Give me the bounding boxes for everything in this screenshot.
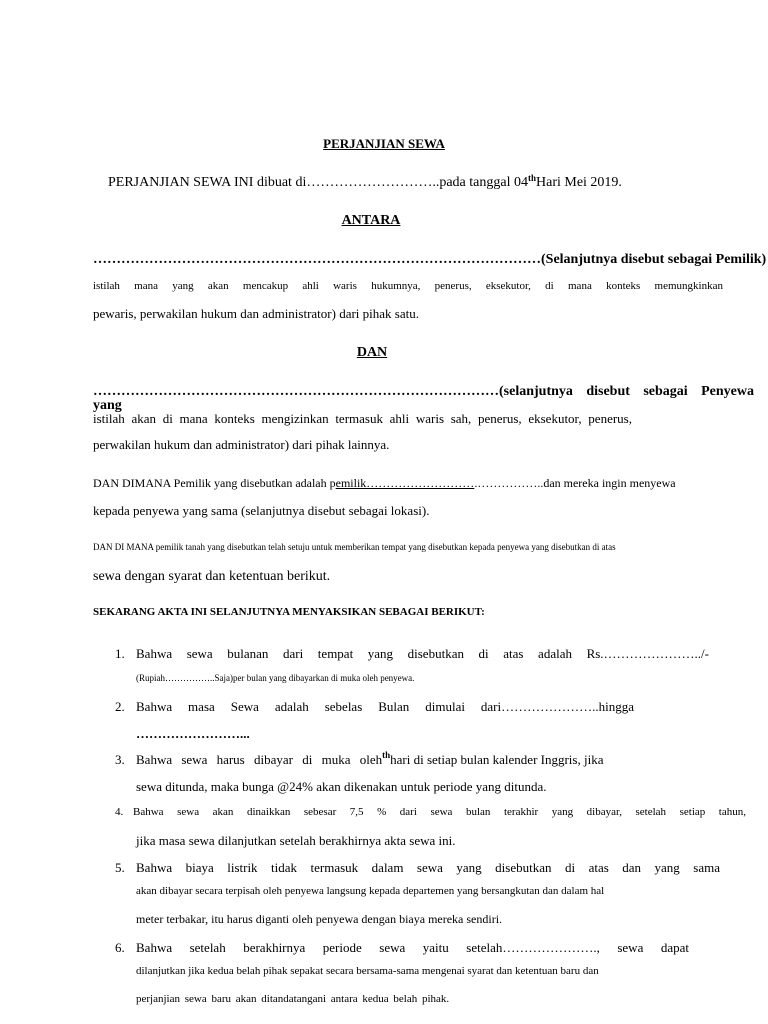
clause-number: 2. xyxy=(115,699,125,714)
whereas-landowner-line2: sewa dengan syarat dan ketentuan berikut. xyxy=(93,569,331,584)
clause-6-line2: dilanjutkan jika kedua belah pihak sepakat secara bersama-sama mengenai syarat dan ketentuan baru dan xyxy=(136,965,599,977)
tenant-label: (selanjutnya disebut sebagai Penyewa yang xyxy=(93,384,754,413)
intro-pre: PERJANJIAN SEWA INI dibuat di xyxy=(108,175,307,190)
witnesseth-heading: SEKARANG AKTA INI SELANJUTNYA MENYAKSIKAN SEBAGAI BERIKUT: xyxy=(93,606,485,618)
intro-sup: th xyxy=(527,173,536,183)
clause-number: 6. xyxy=(115,940,125,955)
intro-place-dots: ……………………….. xyxy=(306,175,440,190)
whereas-owner-underlined: emilik……………………… xyxy=(335,476,475,490)
whereas-owner-line xyxy=(93,477,676,489)
owner-label: (Selanjutnya disebut sebagai Pemilik) xyxy=(541,252,767,267)
clause-3-sup: th xyxy=(382,750,391,760)
clause-1-line2: (Rupiah……………..Saja)per bulan yang dibayarkan di muka oleh penyewa. xyxy=(136,673,415,683)
clause-2-line1: Bahwa masa Sewa adalah sebelas Bulan dimulai dari…………………..hingga xyxy=(136,699,634,714)
clause-3-line1-pre: Bahwa sewa harus dibayar di muka oleh xyxy=(136,752,383,767)
clause-6-line1: Bahwa setelah berakhirnya periode sewa yaitu setelah…………………., sewa dapat xyxy=(136,940,689,955)
clause-3-line2: sewa ditunda, maka bunga @24% akan dikenakan untuk periode yang ditunda. xyxy=(136,779,547,794)
tenant-definition-end: perwakilan hukum dan administrator) dari pihak lainnya. xyxy=(93,437,390,452)
owner-name-dots: …………………………………………………………………………………… xyxy=(93,252,541,267)
intro-mid: pada tanggal 04 xyxy=(439,175,528,190)
clause-number: 5. xyxy=(115,860,125,875)
clause-5-line1: Bahwa biaya listrik tidak termasuk dalam sewa yang disebutkan di atas dan yang sama xyxy=(136,860,720,875)
tenant-name-dots: …………………………………………………………………………… xyxy=(93,384,499,399)
document-title: PERJANJIAN SEWA xyxy=(323,136,445,151)
clause-2-line2: ……………………... xyxy=(136,726,250,741)
whereas-owner-post: .……………..dan mereka ingin menyewa xyxy=(474,476,676,490)
whereas-landowner-line: DAN DI MANA pemilik tanah yang disebutkan telah setuju untuk memberikan tempat yang disebutkan kepada penyewa yang disebutkan di atas xyxy=(93,542,616,552)
owner-name-line xyxy=(93,253,766,267)
clause-6-line3: perjanjian sewa baru akan ditandatangani antara kedua belah pihak. xyxy=(136,993,450,1005)
owner-definition-end: pewaris, perwakilan hukum dan administrator) dari pihak satu. xyxy=(93,306,419,321)
clause-number: 4. xyxy=(115,806,124,818)
clause-number: 3. xyxy=(115,752,125,767)
clause-3-line1-post: hari di setiap bulan kalender Inggris, jika xyxy=(390,752,604,767)
antara-heading: ANTARA xyxy=(341,213,401,228)
tenant-definition-line: istilah akan di mana konteks mengizinkan termasuk ahli waris sah, penerus, eksekutor, penerus, xyxy=(93,411,632,426)
intro-post: Hari Mei 2019. xyxy=(536,175,622,190)
tenant-name-line xyxy=(93,385,754,413)
clause-3-line1 xyxy=(136,750,604,767)
whereas-owner-pre: DAN DIMANA Pemilik yang disebutkan adalah p xyxy=(93,476,336,490)
intro-line xyxy=(108,173,622,190)
dan-heading: DAN xyxy=(356,345,388,360)
clause-4-line2: jika masa sewa dilanjutkan setelah berakhirnya akta sewa ini. xyxy=(136,833,456,848)
clause-1-line1: Bahwa sewa bulanan dari tempat yang disebutkan di atas adalah Rs.…………………../- xyxy=(136,646,709,661)
owner-definition-line: istilah mana yang akan mencakup ahli waris hukumnya, penerus, eksekutor, di mana konteks memungkinkan xyxy=(93,280,723,292)
clause-4-line1: Bahwa sewa akan dinaikkan sebesar 7,5 % dari sewa bulan terakhir yang dibayar, setelah setiap tahun, xyxy=(133,806,746,818)
clause-5-line2: akan dibayar secara terpisah oleh penyewa langsung kepada departemen yang bersangkutan dan dalam hal xyxy=(136,885,605,897)
clause-5-line3: meter terbakar, itu harus diganti oleh penyewa dengan biaya mereka sendiri. xyxy=(136,912,503,926)
whereas-owner-line2: kepada penyewa yang sama (selanjutnya disebut sebagai lokasi). xyxy=(93,503,430,518)
clause-number: 1. xyxy=(115,646,125,661)
